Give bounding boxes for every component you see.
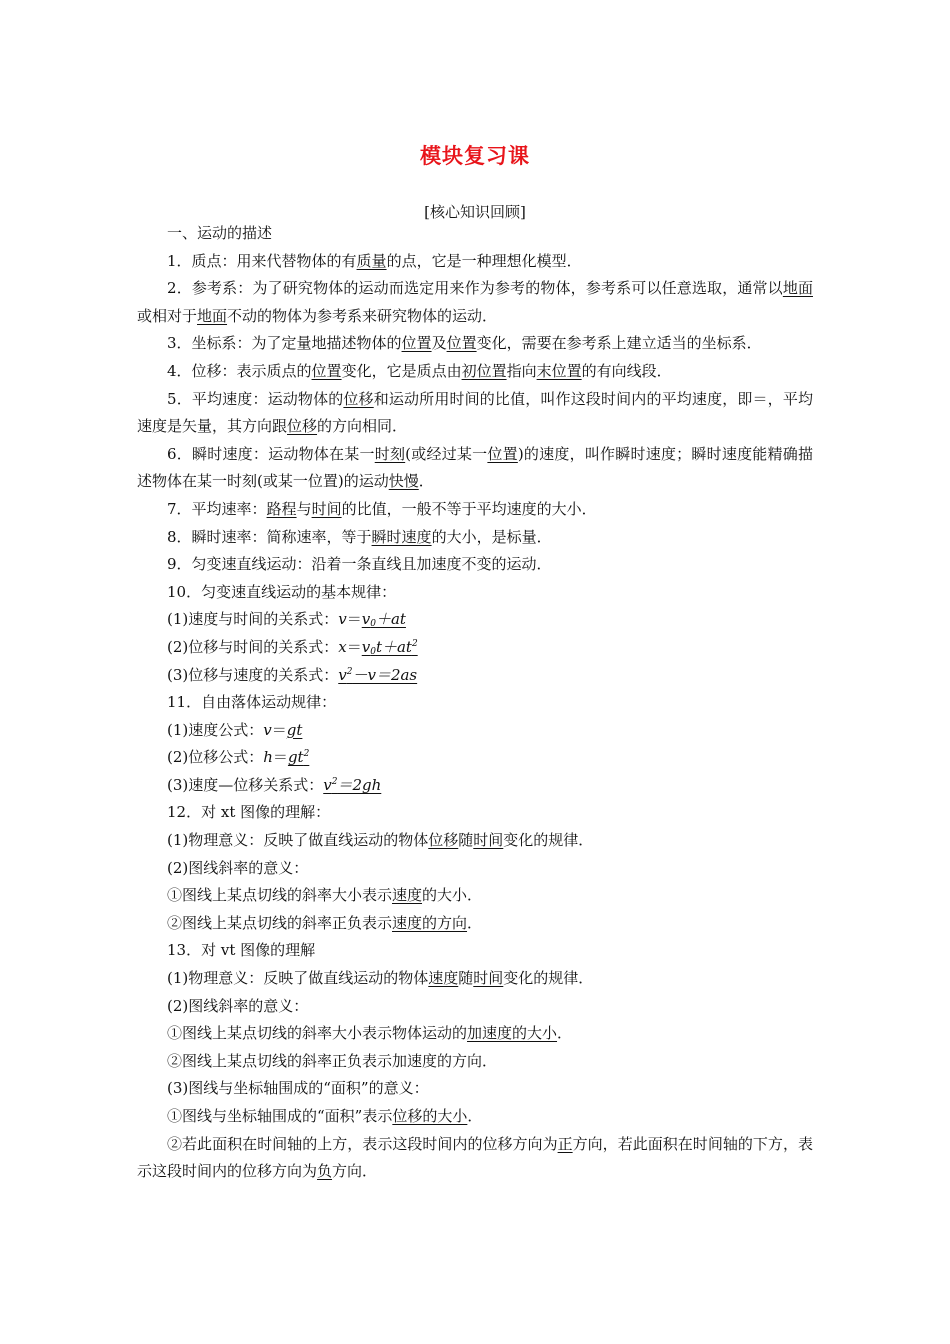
answer-blank: 时间 [473,969,504,988]
item-13-2-b: ②图线上某点切线的斜率正负表示加速度的方向． [167,1051,498,1070]
item-10: 10．匀变速直线运动的基本规律： [167,582,397,601]
page-title: 模块复习课 [420,143,530,168]
item-12-2-a: ①图线上某点切线的斜率大小表示速度的大小． [167,886,483,905]
answer-blank: 质量 [356,251,387,270]
item-8: 8．瞬时速率：简称速率，等于瞬时速度的大小，是标量． [167,527,552,546]
formula-blank: $gt^2$ [287,748,310,767]
answer-blank: 位置 [446,334,477,353]
item-13-3: (3)图线与坐标轴围成的“面积”的意义： [167,1079,429,1098]
item-13-2: (2)图线斜率的意义： [167,996,309,1015]
answer-blank: 位移 [428,831,459,850]
item-12-2-b: ②图线上某点切线的斜率正负表示速度的方向． [167,913,483,932]
answer-blank: 地面 [782,279,813,298]
item-1: 1．质点：用来代替物体的有质量的点，它是一种理想化模型． [167,251,582,270]
item-10-3: (3)位移与速度的关系式：$v^2-v=2as$ [167,665,418,684]
item-13: 13．对 vt 图像的理解 [167,941,316,960]
answer-blank: 瞬时速度 [371,527,432,546]
answer-blank: 时间 [311,499,342,518]
answer-blank: 快慢 [388,472,419,491]
item-12-2: (2)图线斜率的意义： [167,858,309,877]
answer-blank: 位置 [401,334,432,353]
answer-blank: 加速度的大小 [467,1024,558,1043]
item-13-3-a: ①图线与坐标轴围成的“面积”表示位移的大小． [167,1107,483,1125]
formula-blank: $v_0+at$ [361,610,406,630]
answer-blank: 末位置 [536,361,582,380]
item-12-1: (1)物理意义：反映了做直线运动的物体位移随时间变化的规律． [167,831,594,850]
answer-blank: 初位置 [461,361,507,380]
item-13-3-b: ②若此面积在时间轴的上方，表示这段时间内的位移方向为正方向，若此面积在时间轴的下方，表示这段时间内的位移方向为负方向． [137,1134,813,1181]
item-3: 3．坐标系：为了定量地描述物体的位置及位置变化，需要在参考系上建立适当的坐标系． [167,334,762,353]
answer-blank: 正 [557,1134,573,1153]
answer-blank: 地面 [197,306,228,325]
item-9: 9．匀变速直线运动：沿着一条直线且加速度不变的运动． [167,555,552,574]
item-11-2: (2)位移公式：$h=gt^2$ [167,748,310,767]
item-12: 12．对 xt 图像的理解： [167,803,331,822]
answer-blank: 位移的大小 [392,1107,468,1125]
item-5: 5．平均速度：运动物体的位移和运动所用时间的比值，叫作这段时间内的平均速度，即＝，平均速度是矢量，其方向跟位移的方向相同． [137,389,813,436]
formula-blank: $v_0t+at^2$ [361,637,418,657]
answer-blank: 位移 [287,417,318,436]
item-2: 2．参考系：为了研究物体的运动而选定用来作为参考的物体，参考系可以任意选取，通常以地面或相对于地面不动的物体为参考系来研究物体的运动． [137,279,813,325]
formula-blank: gt [286,720,303,739]
item-10-1: (1)速度与时间的关系式：$v=v_0+at$ [167,610,406,630]
item-13-1: (1)物理意义：反映了做直线运动的物体速度随时间变化的规律． [167,969,594,988]
item-11: 11．自由落体运动规律： [167,693,337,712]
answer-blank: 负 [317,1162,333,1181]
document-body [137,220,813,1186]
section-header: [核心知识回顾] [424,203,526,221]
item-11-3: (3)速度—位移关系式：$v^2=2gh$ [167,775,382,794]
answer-blank: 位置 [311,361,342,380]
item-11-1: (1)速度公式：v＝gt [167,720,303,739]
answer-blank: 速度 [392,886,423,905]
item-6: 6．瞬时速度：运动物体在某一时刻(或经过某一位置)的速度，叫作瞬时速度；瞬时速度能精确描述物体在某一时刻(或某一位置)的运动快慢． [137,444,813,491]
formula-blank: $v^2=2gh$ [323,775,382,794]
answer-blank: 时刻 [374,444,406,463]
formula-blank: $v^2-v=2as$ [338,665,418,684]
answer-blank: 速度的方向 [392,913,468,932]
item-13-2-a: ①图线上某点切线的斜率大小表示物体运动的加速度的大小． [167,1024,573,1043]
answer-blank: 速度 [428,969,459,988]
item-7: 7．平均速率：路程与时间的比值，一般不等于平均速度的大小． [167,499,597,518]
heading-motion-description: 一、运动的描述 [167,224,273,242]
answer-blank: 位置 [487,444,518,463]
item-10-2: (2)位移与时间的关系式：$x=v_0t+at^2$ [167,637,418,657]
answer-blank: 时间 [473,831,504,850]
item-4: 4．位移：表示质点的位置变化，它是质点由初位置指向末位置的有向线段． [167,361,672,380]
answer-blank: 路程 [266,499,297,518]
answer-blank: 位移 [343,389,374,408]
